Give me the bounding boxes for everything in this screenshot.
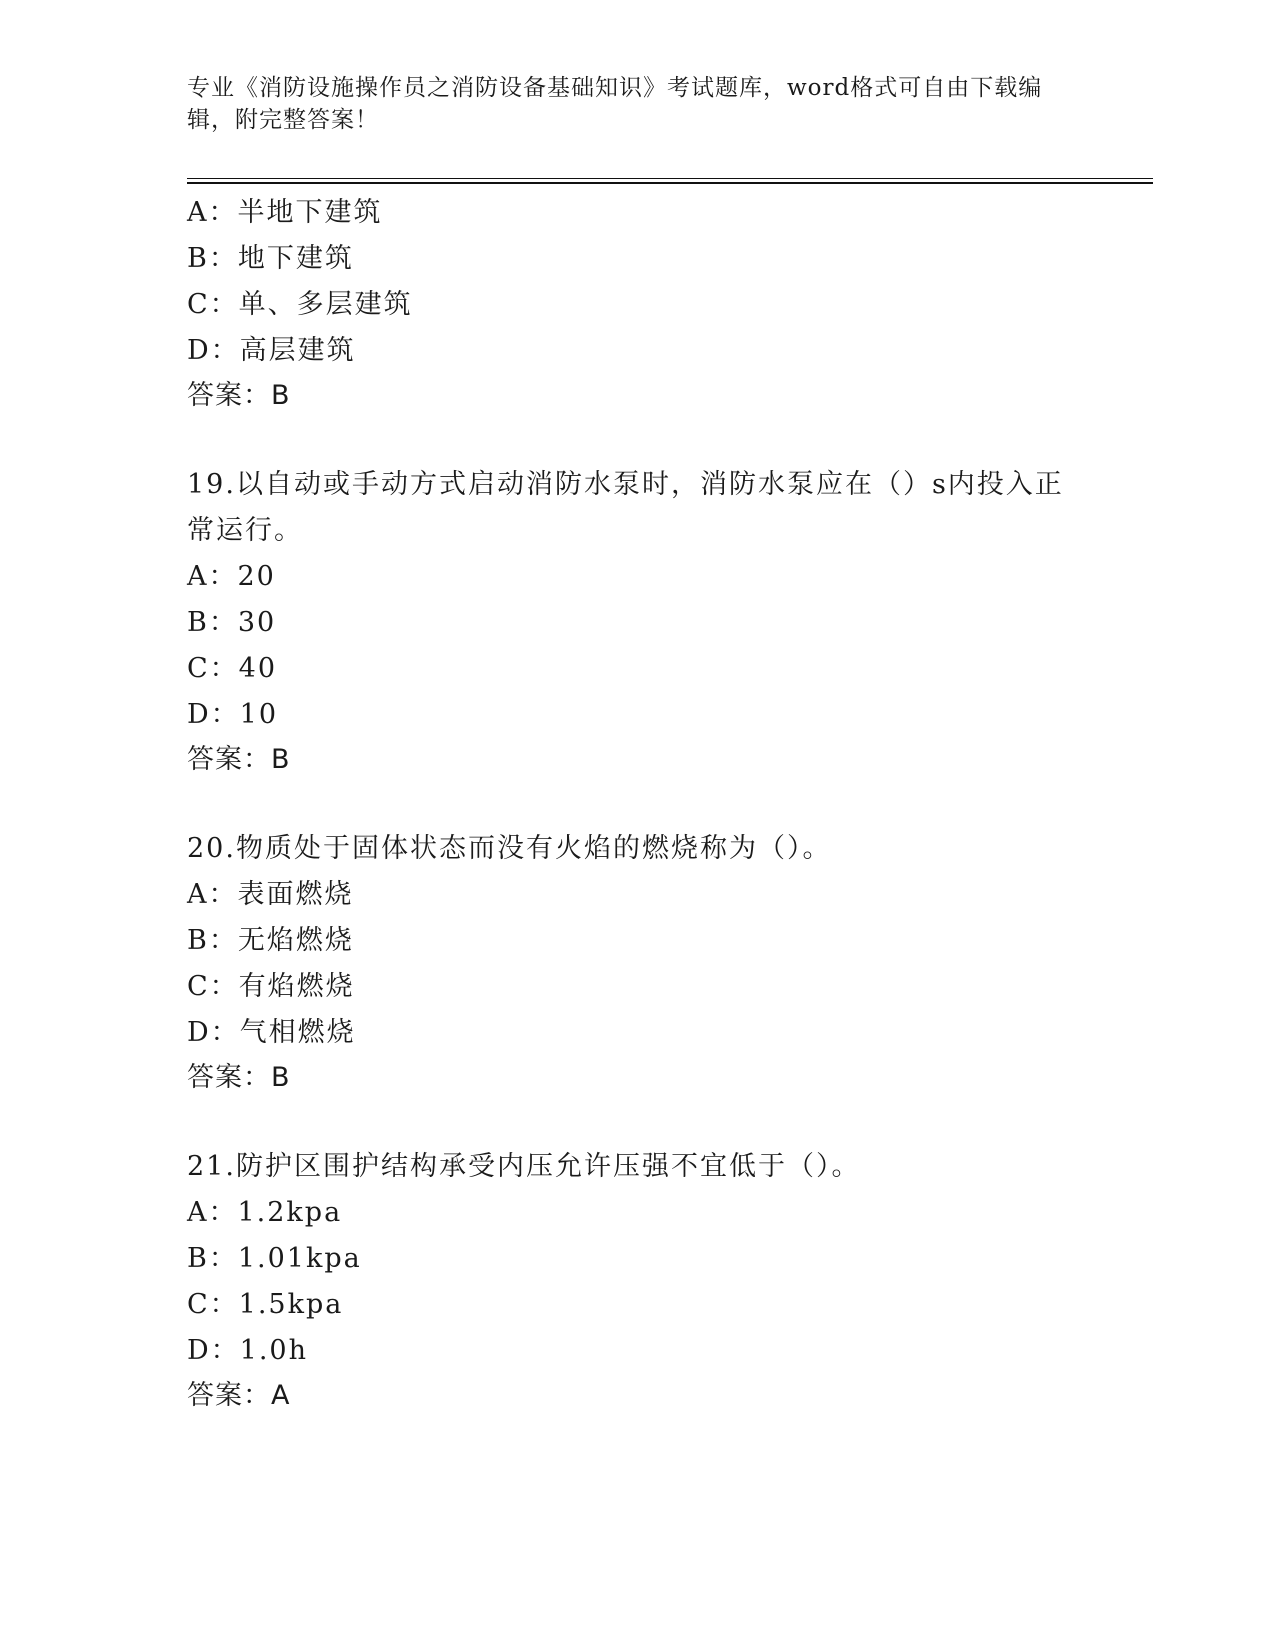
option-d: D：高层建筑 bbox=[187, 335, 356, 366]
question-text-line-2: 常运行。 bbox=[187, 515, 303, 546]
option-b: B：30 bbox=[187, 607, 277, 638]
document-header bbox=[187, 72, 1067, 136]
option-c: C：单、多层建筑 bbox=[187, 289, 413, 320]
question-text-line-1: 19.以自动或手动方式启动消防水泵时，消防水泵应在（）s内投入正 bbox=[187, 469, 1064, 500]
question-list bbox=[187, 190, 1087, 1418]
header-divider-thick bbox=[187, 182, 1153, 184]
option-d: D：10 bbox=[187, 699, 279, 730]
header-divider-thin bbox=[187, 178, 1153, 179]
option-c: C：有焰燃烧 bbox=[187, 971, 355, 1002]
question-text bbox=[187, 826, 1087, 872]
option-c: C：40 bbox=[187, 653, 278, 684]
question-20 bbox=[187, 826, 1087, 1100]
question-19 bbox=[187, 462, 1087, 782]
option-b: B：1.01kpa bbox=[187, 1243, 362, 1274]
question-text bbox=[187, 1144, 1087, 1190]
question-text-line-1: 21.防护区围护结构承受内压允许压强不宜低于（）。 bbox=[187, 1151, 861, 1182]
header-line-2: 辑，附完整答案！ bbox=[187, 107, 379, 133]
option-a: A：表面燃烧 bbox=[187, 879, 354, 910]
question-text-line-1: 20.物质处于固体状态而没有火焰的燃烧称为（）。 bbox=[187, 833, 832, 864]
option-a: A：1.2kpa bbox=[187, 1197, 343, 1228]
option-d: D：气相燃烧 bbox=[187, 1017, 356, 1048]
option-b: B：地下建筑 bbox=[187, 243, 354, 274]
question-text bbox=[187, 462, 1087, 554]
answer-text: 答案：B bbox=[187, 380, 291, 411]
question-21 bbox=[187, 1144, 1087, 1418]
question-18 bbox=[187, 190, 1087, 418]
option-a: A：20 bbox=[187, 561, 276, 592]
header-line-1: 专业《消防设施操作员之消防设备基础知识》考试题库，word格式可自由下载编 bbox=[187, 75, 1043, 101]
answer-text: 答案：A bbox=[187, 1380, 291, 1411]
option-b: B：无焰燃烧 bbox=[187, 925, 354, 956]
option-d: D：1.0h bbox=[187, 1335, 308, 1366]
option-c: C：1.5kpa bbox=[187, 1289, 344, 1320]
option-a: A：半地下建筑 bbox=[187, 197, 383, 228]
answer-text: 答案：B bbox=[187, 1062, 291, 1093]
answer-text: 答案：B bbox=[187, 744, 291, 775]
